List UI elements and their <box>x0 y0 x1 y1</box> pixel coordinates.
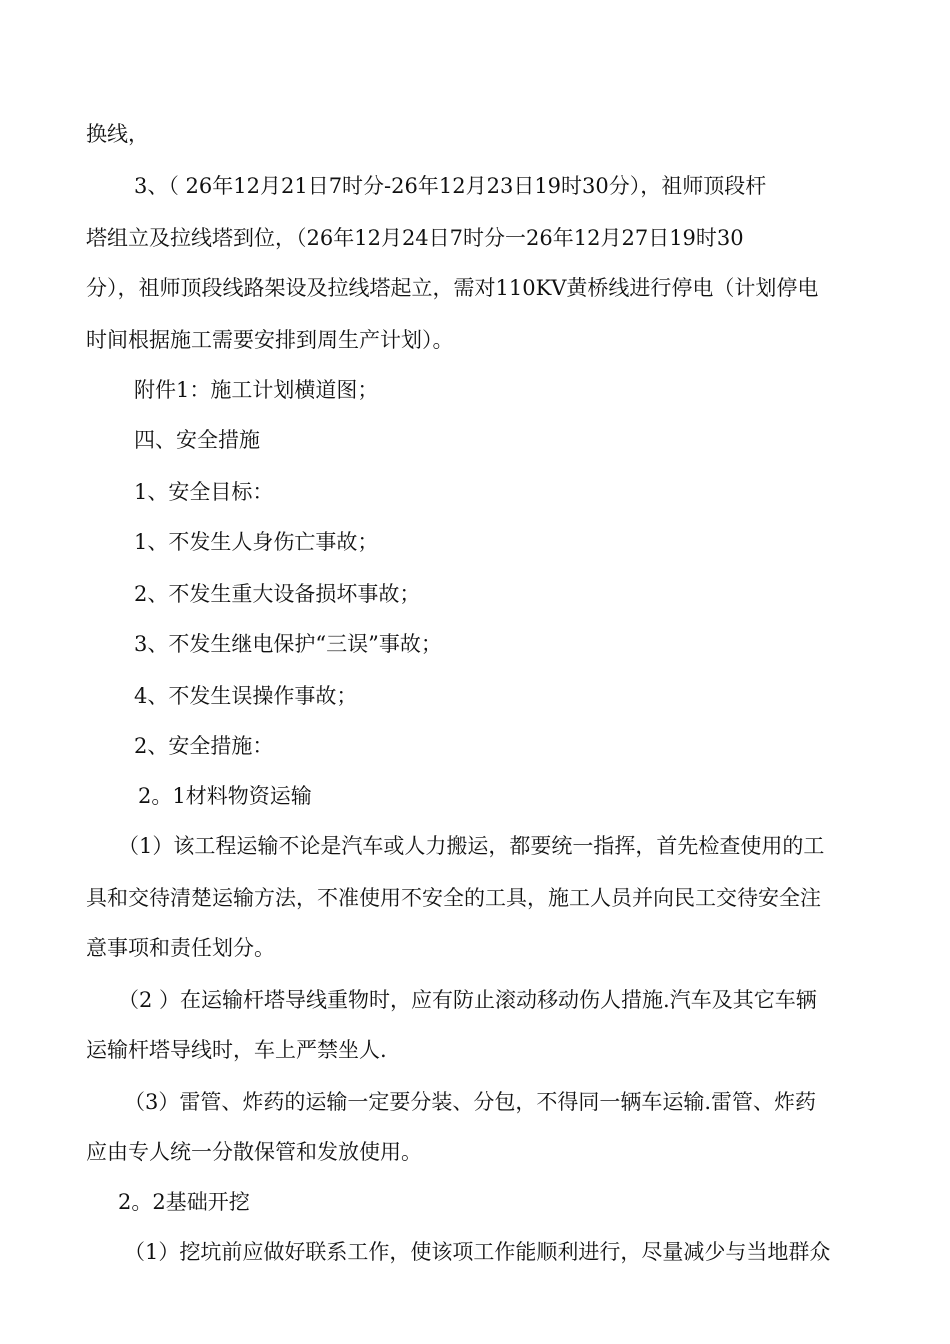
subsection-heading: 2、安全措施： <box>134 734 274 758</box>
list-item: 3、不发生继电保护“三误”事故； <box>134 632 442 656</box>
text-line: 应由专人统一分散保管和发放使用。 <box>86 1140 422 1164</box>
text-line: 附件1：施工计划横道图； <box>134 378 379 402</box>
text-line: 换线， <box>86 122 149 146</box>
subsection-heading: 2。1材料物资运输 <box>138 784 312 808</box>
text-line: （3）雷管、炸药的运输一定要分装、分包，不得同一辆车运输.雷管、炸药 <box>124 1090 817 1114</box>
subsection-heading: 1、安全目标： <box>134 480 274 504</box>
subsection-heading: 2。2基础开挖 <box>118 1190 250 1214</box>
list-item: 2、不发生重大设备损坏事故； <box>134 582 421 606</box>
text-line: （1）该工程运输不论是汽车或人力搬运，都要统一指挥，首先检查使用的工 <box>118 834 825 858</box>
text-line: 塔组立及拉线塔到位，（26年12月24日7时分一26年12月27日19时30 <box>86 226 744 250</box>
text-line: 分），祖师顶段线路架设及拉线塔起立，需对110KV黄桥线进行停电（计划停电 <box>86 276 819 300</box>
text-line: 运输杆塔导线时，车上严禁坐人. <box>86 1038 387 1062</box>
text-line: 时间根据施工需要安排到周生产计划）。 <box>86 328 454 352</box>
list-item: 4、不发生误操作事故； <box>134 684 358 708</box>
text-line: （1）挖坑前应做好联系工作，使该项工作能顺利进行，尽量减少与当地群众 <box>124 1240 831 1264</box>
text-line: 意事项和责任划分。 <box>86 936 275 960</box>
list-item: 1、不发生人身伤亡事故； <box>134 530 379 554</box>
section-heading: 四、安全措施 <box>134 428 260 452</box>
text-line: 具和交待清楚运输方法，不准使用不安全的工具，施工人员并向民工交待安全注 <box>86 886 821 910</box>
text-line: （2 ）在运输杆塔导线重物时，应有防止滚动移动伤人措施.汽车及其它车辆 <box>118 988 817 1012</box>
text-line: 3、（ 26年12月21日7时分-26年12月23日19时30分），祖师顶段杆 <box>134 174 767 198</box>
